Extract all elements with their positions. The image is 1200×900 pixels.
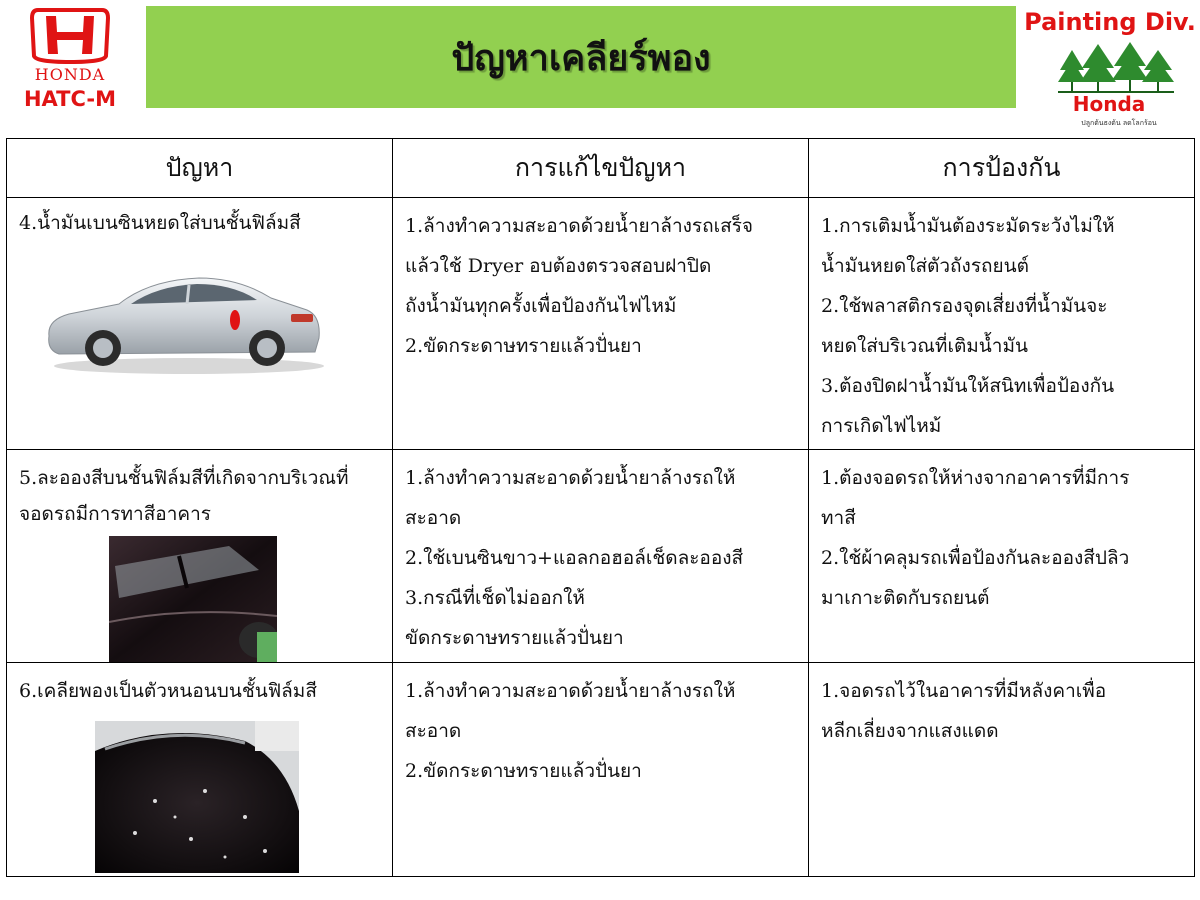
prevention-cell [809, 450, 1195, 663]
solution-cell [393, 450, 809, 663]
painting-div-honda: Honda [1072, 92, 1146, 116]
table-row [7, 198, 1195, 450]
prevention-list [809, 198, 1194, 446]
honda-hatcm-logo [8, 6, 132, 110]
prevention-line: 2.ใช้พลาสติกรองจุดเสี่ยงที่น้ำมันจะ [821, 295, 1108, 317]
painting-div-logo [1018, 4, 1200, 128]
prevention-line: 1.จอดรถไว้ในอาคารที่มีหลังคาเพื่อ [821, 680, 1107, 702]
prevention-line: 2.ใช้ผ้าคลุมรถเพื่อป้องกันละอองสีปลิว [821, 547, 1130, 569]
prevention-line: หลีกเลี่ยงจากแสงแดด [821, 720, 999, 742]
prevention-line: หยดใส่บริเวณที่เติมน้ำมัน [821, 335, 1028, 357]
solution-list [393, 450, 808, 658]
solution-line: ขัดกระดาษทรายแล้วปั่นยา [405, 627, 624, 649]
solution-cell [393, 198, 809, 450]
table-row [7, 450, 1195, 663]
solution-line: 1.ล้างทำความสะอาดด้วยน้ำยาล้างรถให้ [405, 680, 736, 702]
prevention-line: น้ำมันหยดใส่ตัวถังรถยนต์ [821, 255, 1029, 277]
solution-line: แล้วใช้ Dryer อบต้องตรวจสอบฝาปิด [405, 255, 712, 277]
dark-car-door-image [109, 536, 392, 662]
page-title: ปัญหาเคลียร์พอง [451, 37, 711, 79]
prevention-line: ทาสี [821, 507, 856, 529]
hatcm-label: HATC-M [23, 87, 117, 110]
problem-text: 5.ละอองสีบนชั้นฟิล์มสีที่เกิดจากบริเวณที่จอดรถมีการทาสีอาคาร [19, 467, 349, 525]
solution-line: ถังน้ำมันทุกครั้งเพื่อป้องกันไฟไหม้ [405, 295, 677, 317]
solution-line: 2.ใช้เบนซินขาว+แอลกอฮอล์เช็ดละอองสี [405, 547, 744, 569]
prevention-list [809, 663, 1194, 751]
problem-text: 6.เคลียพองเป็นตัวหนอนบนชั้นฟิล์มสี [19, 680, 317, 702]
honda-wordmark: HONDA [34, 65, 106, 84]
solution-line: 3.กรณีที่เช็ดไม่ออกให้ [405, 587, 585, 609]
prevention-cell [809, 663, 1195, 877]
solution-line: 1.ล้างทำความสะอาดด้วยน้ำยาล้างรถให้ [405, 467, 736, 489]
painting-div-slogan: ปลูกต้นธงต้น ลดโลกร้อน [1081, 119, 1157, 127]
solution-line: สะอาด [405, 507, 462, 529]
prevention-line: การเกิดไฟไหม้ [821, 415, 942, 437]
solution-list [393, 663, 808, 791]
painting-div-title: Painting Div. [1024, 8, 1196, 36]
dark-car-hood-image [95, 721, 392, 873]
solution-line: 2.ขัดกระดาษทรายแล้วปั่นยา [405, 335, 642, 357]
column-header-solution: การแก้ไขปัญหา [393, 139, 809, 198]
prevention-line: มาเกาะติดกับรถยนต์ [821, 587, 990, 609]
solution-line: สะอาด [405, 720, 462, 742]
silver-sedan-image [39, 258, 392, 378]
problem-solution-table [6, 138, 1195, 877]
solution-line: 2.ขัดกระดาษทรายแล้วปั่นยา [405, 760, 642, 782]
title-bar [146, 6, 1016, 108]
problem-cell [7, 198, 393, 450]
prevention-line: 1.การเติมน้ำมันต้องระมัดระวังไม่ให้ [821, 215, 1115, 237]
prevention-line: 1.ต้องจอดรถให้ห่างจากอาคารที่มีการ [821, 467, 1130, 489]
table-row [7, 663, 1195, 877]
solution-list [393, 198, 808, 366]
solution-line: 1.ล้างทำความสะอาดด้วยน้ำยาล้างรถเสร็จ [405, 215, 754, 237]
prevention-line: 3.ต้องปิดฝาน้ำมันให้สนิทเพื่อป้องกัน [821, 375, 1115, 397]
solution-cell [393, 663, 809, 877]
column-header-prevention: การป้องกัน [809, 139, 1195, 198]
problem-cell [7, 450, 393, 663]
honda-h-logo-icon [8, 6, 132, 110]
problem-text: 4.น้ำมันเบนซินหยดใส่บนชั้นฟิล์มสี [19, 212, 301, 234]
trees-icon [1058, 40, 1174, 94]
prevention-list [809, 450, 1194, 618]
column-header-problem: ปัญหา [7, 139, 393, 198]
prevention-cell [809, 198, 1195, 450]
problem-cell [7, 663, 393, 877]
table-header-row [7, 139, 1195, 198]
